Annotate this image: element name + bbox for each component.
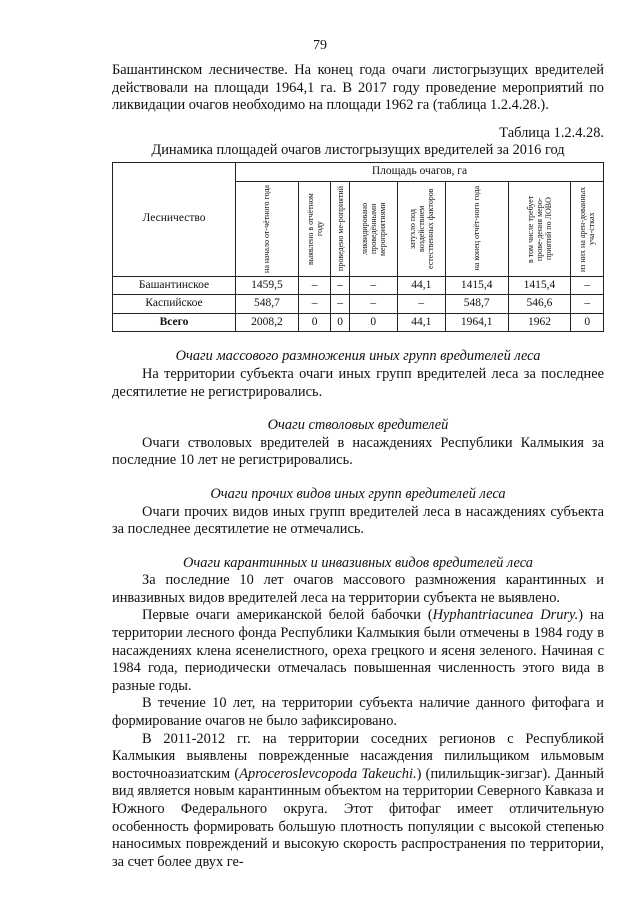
cell: 0 xyxy=(298,313,331,332)
cell: – xyxy=(331,295,349,314)
subcol-header: ликвидировано проведёнными мероприятиями xyxy=(349,181,397,276)
cell: – xyxy=(298,276,331,295)
row-name: Каспийское xyxy=(113,295,236,314)
subcol-header: проведено ме-роприятий xyxy=(331,181,349,276)
subcol-header: на конец отчёт-ного года xyxy=(445,181,508,276)
row-name: Всего xyxy=(113,313,236,332)
section-paragraph: В 2011-2012 гг. на территории соседних регионов с Республикой Калмыкия выявлены поврежденные насаждения пилильщиком ильмовым восточноазиатским (Aproceroslevcopoda Takeuchi.) (пилильщик-зигзаг). Данный вид является новым карантинным объектом на территории Северного Кавказа и Южного Федерального округа. Этот фитофаг имеет отличительную особенность формировать большую плотность популяции с высокой степенью наносимых повреждений и высокую скорость распространения по территории, за счет более двух ге- xyxy=(112,730,604,870)
subcol-header: из них на арен-дованных уча-стках xyxy=(571,181,604,276)
section-paragraph: На территории субъекта очаги иных групп вредителей леса за последнее десятилетие не регистрировались. xyxy=(112,365,604,400)
cell: 548,7 xyxy=(445,295,508,314)
cell: – xyxy=(571,295,604,314)
cell: – xyxy=(571,276,604,295)
cell: – xyxy=(331,276,349,295)
cell: 0 xyxy=(349,313,397,332)
cell: 1964,1 xyxy=(445,313,508,332)
cell: 548,7 xyxy=(236,295,299,314)
section-paragraph: За последние 10 лет очагов массового размножения карантинных и инвазивных видов вредителей леса на территории субъекта не выявлено. xyxy=(112,572,604,606)
table-caption: Динамика площадей очагов листогрызущих вредителей за 2016 год xyxy=(151,142,565,159)
cell: 0 xyxy=(331,313,349,332)
col-group-header: Площадь очагов, га xyxy=(236,162,604,181)
table-label: Таблица 1.2.4.28. xyxy=(499,124,604,141)
cell: – xyxy=(349,276,397,295)
section-heading: Очаги карантинных и инвазивных видов вредителей леса xyxy=(183,554,533,571)
page-content xyxy=(112,62,604,871)
cell: – xyxy=(298,295,331,314)
section-paragraph: Очаги прочих видов иных групп вредителей леса в насаждениях субъекта за последнее десятилетие не отмечались. xyxy=(112,503,604,538)
subcol-header: выявлено в отчётном году xyxy=(298,181,331,276)
cell: 44,1 xyxy=(397,313,445,332)
subcol-header: на начало от-чётного года xyxy=(236,181,299,276)
section-paragraph: Очаги стволовых вредителей в насаждениях Республики Калмыкия за последние 10 лет не регистрировались. xyxy=(112,434,604,469)
cell: 1459,5 xyxy=(236,276,299,295)
cell: 0 xyxy=(571,313,604,332)
page-number: 79 xyxy=(313,38,327,53)
section-heading: Очаги прочих видов иных групп вредителей леса xyxy=(210,485,506,502)
cell: 2008,2 xyxy=(236,313,299,332)
cell: 1415,4 xyxy=(508,276,571,295)
cell: 44,1 xyxy=(397,276,445,295)
cell: – xyxy=(397,295,445,314)
col-forestry-header: Лесничество xyxy=(113,162,236,276)
row-name: Башантинское xyxy=(113,276,236,295)
cell: 1415,4 xyxy=(445,276,508,295)
subcol-header: в том числе требует прове-дения меро-приятий по ЛОВО xyxy=(508,181,571,276)
species-name: Aproceroslevcopoda Takeuchi. xyxy=(239,765,417,782)
cell: 546,6 xyxy=(508,295,571,314)
section-paragraph: В течение 10 лет, на территории субъекта наличие данного фитофага и формирование очагов не было зафиксировано. xyxy=(112,695,604,730)
table-row xyxy=(113,295,604,314)
table-row xyxy=(113,276,604,295)
table-total-row xyxy=(113,313,604,332)
cell: 1962 xyxy=(508,313,571,332)
cell: – xyxy=(349,295,397,314)
section-paragraph: Первые очаги американской белой бабочки (Hyphantriacunea Drury.) на территории лесного фонда Республики Калмыкия были отмечены в 1984 году в насаждениях клена ясенелистного, ореха грецкого и ясеня зеленого. Начиная с 1984 года, периодически отмечалась повышенная численность этого вида в разные годы. xyxy=(112,607,604,694)
intro-paragraph: Башантинском лесничестве. На конец года очаги листогрызущих вредителей действовали на площади 1964,1 га. В 2017 году проведение мероприятий по ликвидации очагов необходимо на площади 1962 га (таблица 1.2.4.28.). xyxy=(112,62,604,114)
subcol-header: затухло под воздействием естественных факторов xyxy=(397,181,445,276)
species-name: Hyphantriacunea Drury. xyxy=(432,607,579,624)
section-heading: Очаги стволовых вредителей xyxy=(267,417,449,434)
section-heading: Очаги массового размножения иных групп вредителей леса xyxy=(175,348,541,365)
pest-area-table xyxy=(112,162,604,332)
